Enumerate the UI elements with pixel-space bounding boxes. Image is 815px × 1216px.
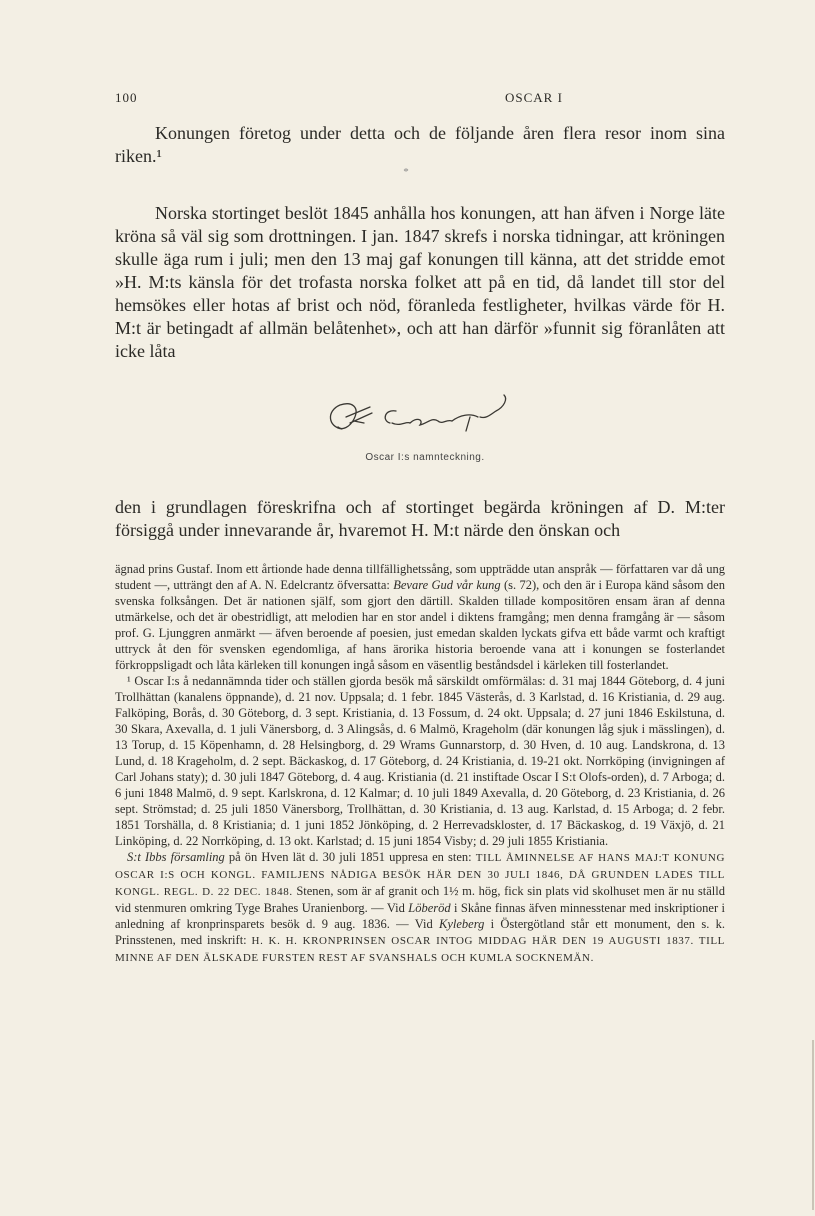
section-divider: * — [403, 166, 409, 178]
continued-note — [115, 561, 725, 673]
running-head — [115, 90, 715, 108]
place-name: Kyleberg — [438, 917, 485, 931]
note-text: i Östergötland står ett monument, den s. k. Prinsstenen, med inskrift: — [115, 917, 725, 947]
continued-note-part: (s. 72), och den är i Europa känd såsom den svenska folksången. Det är nationen själf, som gjort den därtill. Skalden tillade kompositören ensam äran af denna utmärkelse, och det är obestridligt, att melodien har en stor andel i diktens framgång; men denna framgång är — såsom prof. G. Ljunggren anmärkt — äfven beroende af poesien, just emedan skalden lyckats gifva ett både varmt och kraftigt uttryck åt den för svensken egendomliga, af hans ärorika historia beroende vana att i konungen se fosterlandet förkroppsligadt och låta kärleken till konungen ingå såsom en väsentlig beståndsdel i kärleken till fosterlandet. — [115, 578, 725, 672]
inscription-text: TILL ÅMINNELSE AF HANS MAJ:T KONUNG OSCAR I:S OCH KONGL. FAMILJENS NÅDIGA BESÖK HÄR DEN 30 JULI 1846, DÅ GRUNDEN LADES TILL KONGL. REGL. D. 22 DEC. 1848. — [115, 852, 725, 898]
signature-drawing — [320, 393, 520, 438]
continued-note-part: ägnad prins Gustaf. Inom ett årtionde hade denna tillfällighetssång, som uppträdde utan anspråk — författaren var då ung student —, utträngt den af A. N. Edelcrantz öfversatta: — [115, 562, 725, 592]
note-text: på ön Hven lät d. 30 juli 1851 uppresa en sten: — [224, 850, 476, 864]
page-number: 100 — [115, 90, 138, 105]
norska-text: Norska stortinget beslöt 1845 anhålla hos konungen, att han äfven i Norge läte kröna så väl sig som drottningen. I jan. 1847 skrefs i norska tidningar, att kröningen skulle äga rum i juli; men den 13 maj gaf konungen till känna, att det stridde emot »H. M:ts känsla för det trofasta norska folket att på en tid, då landet till stor del hemsökes eller hotas af brist och nöd, föranleda festligheter, hvilkas värde för H. M:t är betingadt af allmän belåtenhet», och att han därför »funnit sig föranlåten att icke låta — [115, 203, 725, 361]
running-title: OSCAR I — [505, 90, 563, 105]
inscriptions-note — [115, 849, 725, 966]
continuation-paragraph — [115, 496, 725, 542]
signature-image — [320, 393, 520, 438]
note-text: Stenen, som är af granit och 1½ m. hög, fick sin plats vid skolhuset men är nu ställd vid stenmuren omkring Tyge Brahes Uranienborg. — Vid — [115, 884, 725, 915]
footnote-1: ¹ Oscar I:s å nedannämnda tider och ställen gjorda besök må särskildt omförmälas: d. 31 maj 1844 Göteborg, d. 4 juni Trollhättan (kanalens öppnande), d. 21 nov. Uppsala; d. 1 febr. 1845 Västerås, d. 3 Karlstad, d. 16 Kristiania, d. 29 aug. Falköping, Borås, d. 30 Göteborg, d. 3 sept. Kristiania, d. 13 Fossum, d. 24 okt. Uppsala; d. 27 juni 1846 Eskilstuna, d. 30 Skara, Axevalla, d. 1 juli Vänersborg, d. 3 Alingsås, d. 6 Malmö, Krageholm (där konungen låg sjuk i mässlingen), d. 13 Torup, d. 15 Köpenhamn, d. 28 Helsingborg, d. 29 Wrams Gunnarstorp, d. 30 Hven, d. 10 aug. Landskrona, d. 13 Lund, d. 18 Krageholm, d. 2 sept. Bäckaskog, d. 17 Göteborg, d. 24 Kristiania, d. 19-21 okt. Norrköping (invigningen af Carl Johans staty); d. 30 juli 1847 Göteborg, d. 4 aug. Kristiania (d. 21 instiftade Oscar I S:t Olofs-orden), d. 7 Arboga; d. 6 juni 1848 Malmö, d. 9 sept. Karlskrona, d. 12 Kalmar; d. 10 juli 1849 Axevalla, d. 20 Göteborg, d. 23 Kristiania, d. 26 sept. Strömstad; d. 25 juli 1850 Vänersborg, Trollhättan, d. 30 Kristiania, d. 13 aug. Karlstad, d. 15 Arboga; d. 2 febr. 1851 Torshälla, d. 8 Kristiania; d. 1 juni 1852 Jönköping, d. 2 Herrevadskloster, d. 17 Bäckaskog, d. 19 Växjö, d. 21 Linköping, d. 22 Norrköping, d. 13 okt. Karlstad; d. 15 juni 1854 Visby; d. 29 juli 1855 Kristiania. — [115, 674, 725, 848]
song-title: Bevare Gud vår kung — [393, 578, 501, 592]
intro-paragraph — [115, 122, 725, 168]
footnotes — [115, 561, 725, 966]
note-text: i Skåne finnas äfven minnesstenar med inskriptioner i anledning af kronprinsparets besök d. 9 aug. 1836. — Vid — [115, 901, 726, 931]
inscription-text: H. K. H. KRONPRINSEN OSCAR INTOG MIDDAG HÄR DEN 19 AUGUSTI 1837. TILL MINNE AF DEN ÄLSKADE FURSTEN REST AF SVANSHALS OCH KUMLA SOCKNEMÄN. — [115, 935, 725, 964]
norska-paragraph — [115, 202, 725, 363]
continuation-text: den i grundlagen föreskrifna och af stortinget begärda kröningen af D. M:ter försiggå under innevarande år, hvaremot H. M:t närde den önskan och — [115, 497, 725, 540]
place-name: Löberöd — [408, 901, 451, 915]
signature-caption: Oscar I:s namnteckning. — [365, 452, 485, 463]
place-name: S:t Ibbs församling — [127, 850, 225, 864]
intro-text: Konungen företog under detta och de följande åren flera resor inom sina riken.¹ — [115, 123, 725, 166]
page-edge-mark — [812, 1040, 814, 1210]
